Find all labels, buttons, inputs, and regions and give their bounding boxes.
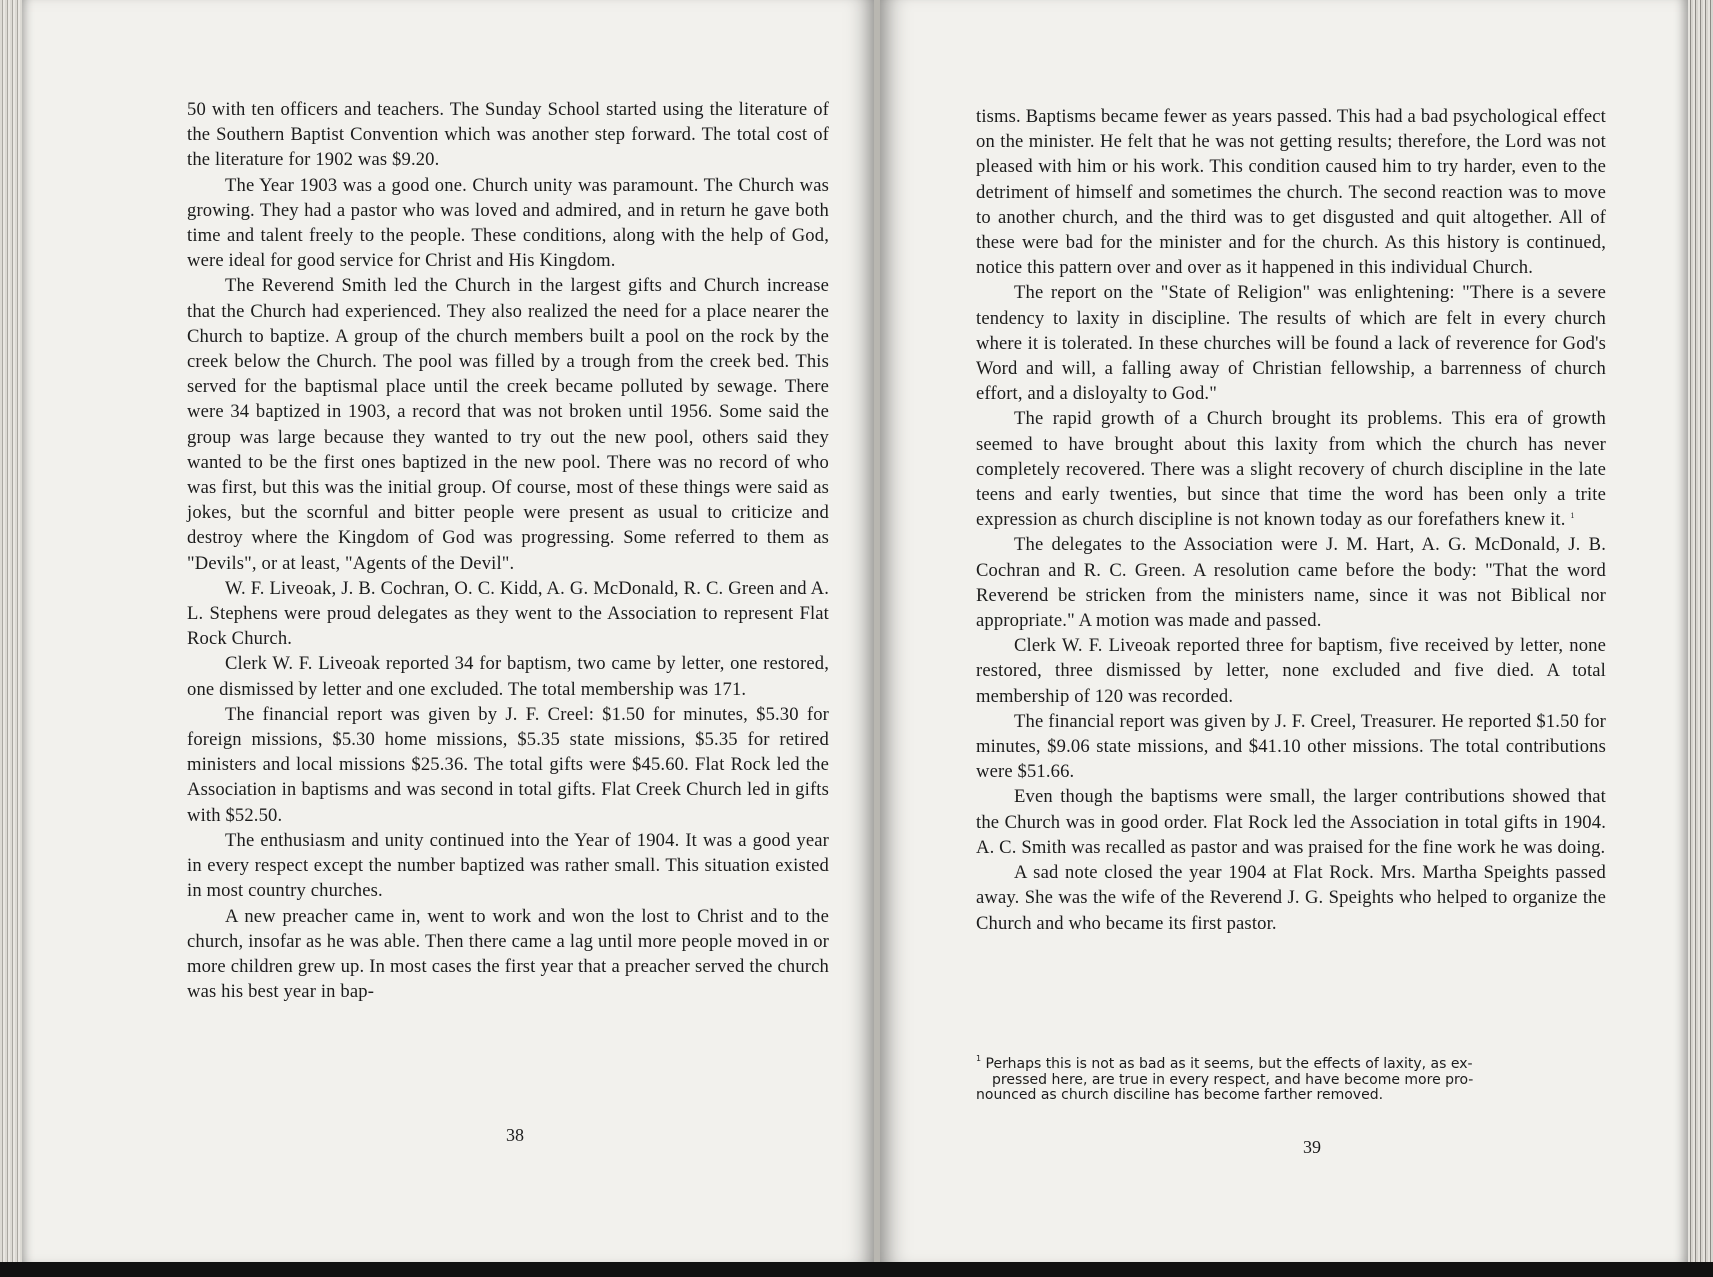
paragraph: Even though the baptisms were small, the larger contributions showed that the Church was in good order. Flat Rock led the Association in total gifts in 1904. A. C. Smith was recalled as pastor and was praised for the fine work he was doing.	[976, 786, 1606, 858]
paragraph: A sad note closed the year 1904 at Flat Rock. Mrs. Martha Speights passed away. She was the wife of the Reverend J. G. Speights who helped to organize the Church and who became its first pastor.	[976, 862, 1606, 934]
paragraph: The financial report was given by J. F. Creel, Treasurer. He reported $1.50 for minutes, $9.06 state missions, and $41.10 other missions. The total contributions were $51.66.	[976, 710, 1606, 783]
paragraph-text: The rapid growth of a Church brought its problems. This era of growth seemed to have brought about this laxity from which the church has never completely recovered. There was a slight recovery of church discipline in the late teens and early twenties, but since that time the word has been only a trite expression as church discipline is not known today as our forefathers knew it.	[976, 408, 1606, 531]
paragraph: tisms. Baptisms became fewer as years passed. This had a bad psychological effect on the minister. He felt that he was not getting results; therefore, the Lord was not pleased with him or his work. This condition caused him to try harder, even to the detriment of himself and sometimes the church. The second reaction was to move to another church, and the third was to get disgusted and quit altogether. All of these were bad for the minister and for the church. As this history is continued, notice this pattern over and over as it happened in this individual Church.	[976, 106, 1606, 279]
footnote-marker: 1	[976, 1054, 982, 1063]
footnote-reference: 1	[1570, 511, 1575, 521]
paragraph: Clerk W. F. Liveoak reported 34 for baptism, two came by letter, one restored, one dismissed by letter and one excluded. The total membership was 171.	[187, 653, 829, 700]
page-number: 39	[1303, 1137, 1321, 1157]
paragraph: Clerk W. F. Liveoak reported three for baptism, five received by letter, none restored, three dismissed by letter, none excluded and five died. A total membership of 120 was recorded.	[976, 635, 1606, 707]
page-number: 38	[506, 1125, 524, 1145]
footnote-text: Perhaps this is not as bad as it seems, but the effects of laxity, as ex-	[985, 1056, 1473, 1072]
footnote-line: nounced as church disciline has become farther removed.	[976, 1087, 1384, 1103]
left-page-body	[187, 97, 829, 1004]
footnote	[976, 1054, 1606, 1104]
paragraph: The delegates to the Association were J. M. Hart, A. G. McDonald, J. B. Cochran and R. C. Green. A resolution came before the body: "That the word Reverend be stricken from the ministers name, since it was not Biblical nor appropriate." A motion was made and passed.	[976, 534, 1606, 632]
right-page	[880, 0, 1688, 1262]
paragraph	[976, 406, 1606, 532]
paragraph: The report on the "State of Religion" was enlightening: "There is a severe tendency to laxity in discipline. The results of which are felt in every church where it is tolerated. In these churches will be found a lack of reverence for God's Word and will, a falling away of Christian fellowship, a barrenness of church effort, and a disloyalty to God."	[976, 282, 1606, 405]
paragraph: The financial report was given by J. F. Creel: $1.50 for minutes, $5.30 for foreign missions, $5.30 home missions, $5.35 state missions, $5.35 for retired ministers and local missions $25.36. The total gifts were $45.60. Flat Rock led the Association in baptisms and was second in total gifts. Flat Creek Church led in gifts with $52.50.	[187, 703, 829, 826]
paragraph: The Year 1903 was a good one. Church unity was paramount. The Church was growing. They had a pastor who was loved and admired, and in return he gave both time and talent freely to the people. These conditions, along with the help of God, were ideal for good service for Christ and His Kingdom.	[187, 174, 829, 272]
paragraph: 50 with ten officers and teachers. The Sunday School started using the literature of the Southern Baptist Convention which was another step forward. The total cost of the literature for 1902 was $9.20.	[187, 99, 829, 171]
paragraph: The Reverend Smith led the Church in the largest gifts and Church increase that the Church had experienced. They also realized the need for a place nearer the Church to baptize. A group of the church members built a pool on the rock by the creek below the Church. The pool was filled by a trough from the creek bed. This served for the baptismal place until the creek became polluted by sewage. There were 34 baptized in 1903, a record that was not broken until 1956. Some said the group was large because they wanted to try out the new pool, others said they wanted to be the first ones baptized in the new pool. There was no record of who was first, but this was the initial group. Of course, most of these things were said as jokes, but the scornful and bitter people were present as usual to criticize and destroy where the Kingdom of God was progressing. Some referred to them as "Devils", or at least, "Agents of the Devil".	[187, 275, 829, 574]
page-edges-left	[0, 0, 22, 1262]
paragraph: W. F. Liveoak, J. B. Cochran, O. C. Kidd, A. G. McDonald, R. C. Green and A. L. Stephens were proud delegates as they went to the Association to represent Flat Rock Church.	[187, 577, 829, 650]
left-page	[22, 0, 874, 1262]
paragraph: The enthusiasm and unity continued into the Year of 1904. It was a good year in every respect except the number baptized was rather small. This situation existed in most country churches.	[187, 829, 829, 902]
footnote-line	[976, 1054, 1606, 1073]
footnote-line: pressed here, are true in every respect, and have become more pro-	[992, 1071, 1474, 1088]
paragraph: A new preacher came in, went to work and won the lost to Christ and to the church, insofar as he was able. Then there came a lag until more people moved in or more children grew up. In most cases the first year that a preacher served the church was his best year in bap-	[187, 905, 829, 1003]
page-edges-right	[1688, 0, 1713, 1262]
right-page-body	[976, 104, 1606, 936]
